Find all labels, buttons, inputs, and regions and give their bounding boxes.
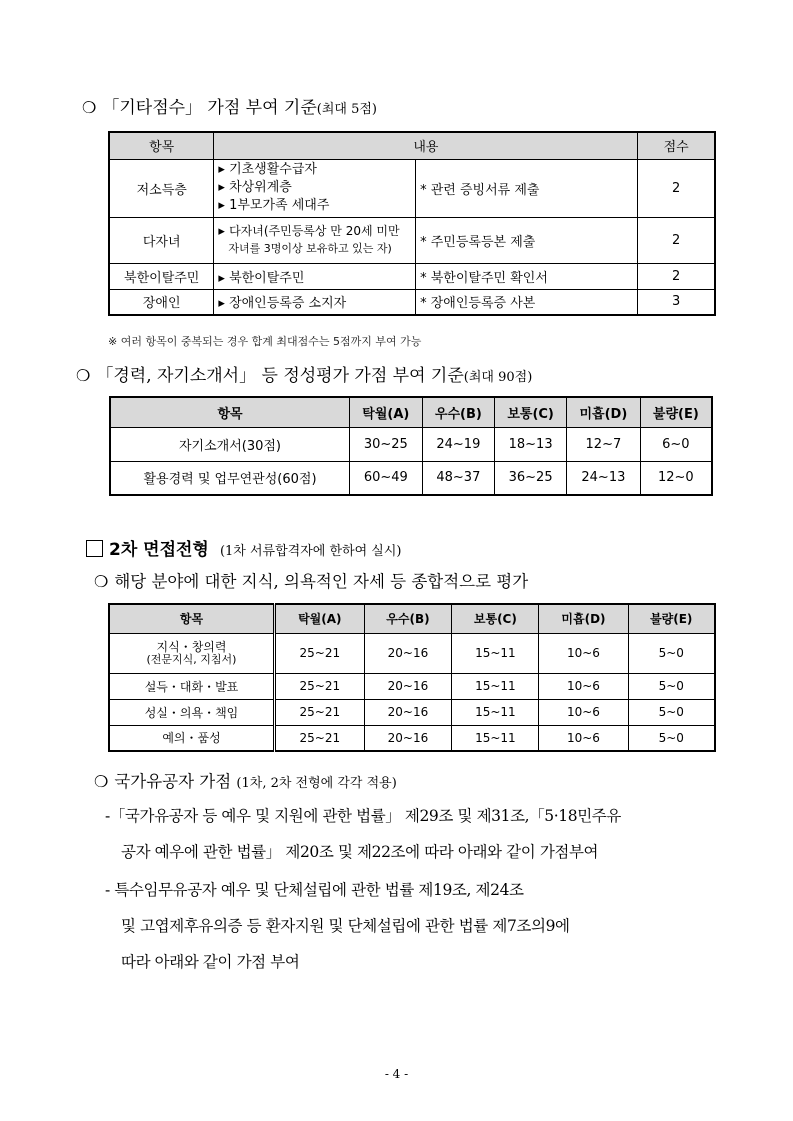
cell: 25~21 bbox=[275, 673, 365, 699]
cell: 24~13 bbox=[567, 461, 641, 495]
cell: 12~7 bbox=[567, 427, 641, 461]
cell: 25~21 bbox=[275, 699, 365, 725]
circle-bullet-icon: ❍ bbox=[82, 98, 97, 117]
table-row bbox=[109, 699, 715, 725]
cell: 36~25 bbox=[495, 461, 567, 495]
col-header-e: 불량(E) bbox=[628, 604, 715, 633]
content-line: 기초생활수급자 bbox=[229, 162, 317, 177]
col-header-content: 내용 bbox=[214, 132, 638, 159]
col-header-e: 불량(E) bbox=[640, 397, 712, 427]
section3-note: (1차 서류합격자에 한하여 실시) bbox=[219, 544, 402, 559]
col-header-d: 미흡(D) bbox=[539, 604, 628, 633]
section2-title: 「경력, 자기소개서」 등 정성평가 가점 부여 기준 bbox=[96, 366, 464, 386]
section2-heading bbox=[76, 361, 532, 386]
bullet1-line2: 공자 예우에 관한 법률」 제20조 및 제22조에 따라 아래와 같이 가점부여 bbox=[121, 843, 599, 861]
triangle-bullet-icon: ▸ bbox=[218, 162, 230, 177]
cell: 5~0 bbox=[628, 725, 715, 751]
row-content bbox=[214, 159, 416, 217]
bullet2-line1: - 특수임무유공자 예우 및 단체설립에 관한 법률 제19조, 제24조 bbox=[105, 881, 524, 899]
row-content bbox=[214, 217, 416, 263]
footnote: ※ 여러 항목이 중복되는 경우 합계 최대점수는 5점까지 부여 가능 bbox=[108, 335, 422, 348]
table-row bbox=[109, 289, 715, 315]
section4-title: 국가유공자 가점 bbox=[114, 772, 232, 791]
extra-score-table bbox=[108, 131, 716, 316]
content-line: 자녀를 3명이상 보유하고 있는 자) bbox=[228, 242, 392, 255]
col-header-item: 항목 bbox=[110, 397, 350, 427]
table-row bbox=[110, 461, 712, 495]
row-item: 장애인 bbox=[109, 289, 214, 315]
col-header-item: 항목 bbox=[109, 604, 275, 633]
row-item: 예의・품성 bbox=[109, 725, 275, 751]
bullet2-line2: 및 고엽제후유의증 등 환자지원 및 단체설립에 관한 법률 제7조의9에 bbox=[121, 917, 570, 935]
triangle-bullet-icon: ▸ bbox=[218, 270, 230, 286]
row-item: 자기소개서(30점) bbox=[110, 427, 350, 461]
row-doc: * 북한이탈주민 확인서 bbox=[416, 263, 638, 289]
row-score: 2 bbox=[638, 217, 715, 263]
cell: 20~16 bbox=[364, 725, 452, 751]
cell: 48~37 bbox=[422, 461, 494, 495]
cell: 25~21 bbox=[275, 633, 365, 673]
section3-subheading bbox=[94, 568, 528, 592]
content-line: 다자녀(주민등록상 만 20세 미만 bbox=[229, 224, 400, 238]
section3-heading bbox=[86, 535, 401, 560]
row-score: 3 bbox=[638, 289, 715, 315]
col-header-b: 우수(B) bbox=[364, 604, 452, 633]
qualitative-score-table bbox=[109, 396, 713, 496]
col-header-score: 점수 bbox=[638, 132, 715, 159]
col-header-item: 항목 bbox=[109, 132, 214, 159]
table-row bbox=[109, 217, 715, 263]
col-header-d: 미흡(D) bbox=[567, 397, 641, 427]
table-row bbox=[109, 263, 715, 289]
col-header-a: 탁월(A) bbox=[350, 397, 423, 427]
cell: 10~6 bbox=[539, 673, 628, 699]
col-header-a: 탁월(A) bbox=[275, 604, 365, 633]
circle-bullet-icon: ❍ bbox=[94, 572, 109, 591]
content-line: 1부모가족 세대주 bbox=[229, 198, 330, 213]
cell: 20~16 bbox=[364, 673, 452, 699]
col-header-b: 우수(B) bbox=[422, 397, 494, 427]
col-header-c: 보통(C) bbox=[452, 604, 539, 633]
table-row bbox=[110, 427, 712, 461]
table-row bbox=[109, 673, 715, 699]
row-item bbox=[109, 633, 275, 673]
cell: 25~21 bbox=[275, 725, 365, 751]
cell: 12~0 bbox=[640, 461, 712, 495]
row-item: 설득・대화・발표 bbox=[109, 673, 275, 699]
cell: 20~16 bbox=[364, 699, 452, 725]
section4-heading bbox=[94, 768, 397, 792]
cell: 15~11 bbox=[452, 633, 539, 673]
triangle-bullet-icon: ▸ bbox=[218, 198, 230, 213]
triangle-bullet-icon: ▸ bbox=[218, 296, 230, 312]
row-item: 저소득층 bbox=[109, 159, 214, 217]
content-line: 차상위계층 bbox=[229, 180, 292, 195]
page-number: - 4 - bbox=[384, 1067, 409, 1081]
row-doc: * 관련 증빙서류 제출 bbox=[416, 159, 638, 217]
row-item: 다자녀 bbox=[109, 217, 214, 263]
triangle-bullet-icon: ▸ bbox=[218, 224, 230, 239]
row-item-sub: (전문지식, 지침서) bbox=[146, 653, 237, 666]
content-line: 장애인등록증 소지자 bbox=[229, 296, 347, 312]
circle-bullet-icon: ❍ bbox=[94, 772, 109, 791]
cell: 5~0 bbox=[628, 699, 715, 725]
cell: 10~6 bbox=[539, 725, 628, 751]
section2-note: (최대 90점) bbox=[463, 370, 533, 385]
cell: 15~11 bbox=[452, 699, 539, 725]
bullet2-line3: 따라 아래와 같이 가점 부여 bbox=[121, 953, 300, 971]
col-header-c: 보통(C) bbox=[495, 397, 567, 427]
row-item: 북한이탈주민 bbox=[109, 263, 214, 289]
section1-title: 「기타점수」 가점 부여 기준 bbox=[102, 98, 317, 118]
row-doc: * 주민등록등본 제출 bbox=[416, 217, 638, 263]
cell: 15~11 bbox=[452, 673, 539, 699]
section1-note: (최대 5점) bbox=[316, 102, 378, 117]
cell: 60~49 bbox=[350, 461, 423, 495]
circle-bullet-icon: ❍ bbox=[76, 366, 91, 385]
square-bullet-icon bbox=[86, 540, 103, 557]
cell: 24~19 bbox=[422, 427, 494, 461]
row-item-label: 지식・창의력 bbox=[156, 640, 227, 654]
table-row bbox=[109, 159, 715, 217]
row-item: 성실・의욕・책임 bbox=[109, 699, 275, 725]
interview-score-table bbox=[108, 603, 716, 752]
bullet1-line1: -「국가유공자 등 예우 및 지원에 관한 법률」 제29조 및 제31조,「5·18민주유 bbox=[105, 807, 621, 825]
row-content bbox=[214, 289, 416, 315]
cell: 5~0 bbox=[628, 673, 715, 699]
cell: 15~11 bbox=[452, 725, 539, 751]
cell: 6~0 bbox=[640, 427, 712, 461]
row-content bbox=[214, 263, 416, 289]
row-doc: * 장애인등록증 사본 bbox=[416, 289, 638, 315]
cell: 30~25 bbox=[350, 427, 423, 461]
row-item: 활용경력 및 업무연관성(60점) bbox=[110, 461, 350, 495]
cell: 5~0 bbox=[628, 633, 715, 673]
section3-title: 2차 면접전형 bbox=[109, 540, 209, 560]
cell: 18~13 bbox=[495, 427, 567, 461]
section1-heading bbox=[82, 93, 377, 118]
table-row bbox=[109, 633, 715, 673]
content-line: 북한이탈주민 bbox=[229, 270, 305, 286]
cell: 10~6 bbox=[539, 699, 628, 725]
cell: 20~16 bbox=[364, 633, 452, 673]
triangle-bullet-icon: ▸ bbox=[218, 180, 230, 195]
row-score: 2 bbox=[638, 159, 715, 217]
section3-subtitle: 해당 분야에 대한 지식, 의욕적인 자세 등 종합적으로 평가 bbox=[114, 572, 529, 591]
table-row bbox=[109, 725, 715, 751]
section4-note: (1차, 2차 전형에 각각 적용) bbox=[236, 776, 397, 791]
row-score: 2 bbox=[638, 263, 715, 289]
cell: 10~6 bbox=[539, 633, 628, 673]
